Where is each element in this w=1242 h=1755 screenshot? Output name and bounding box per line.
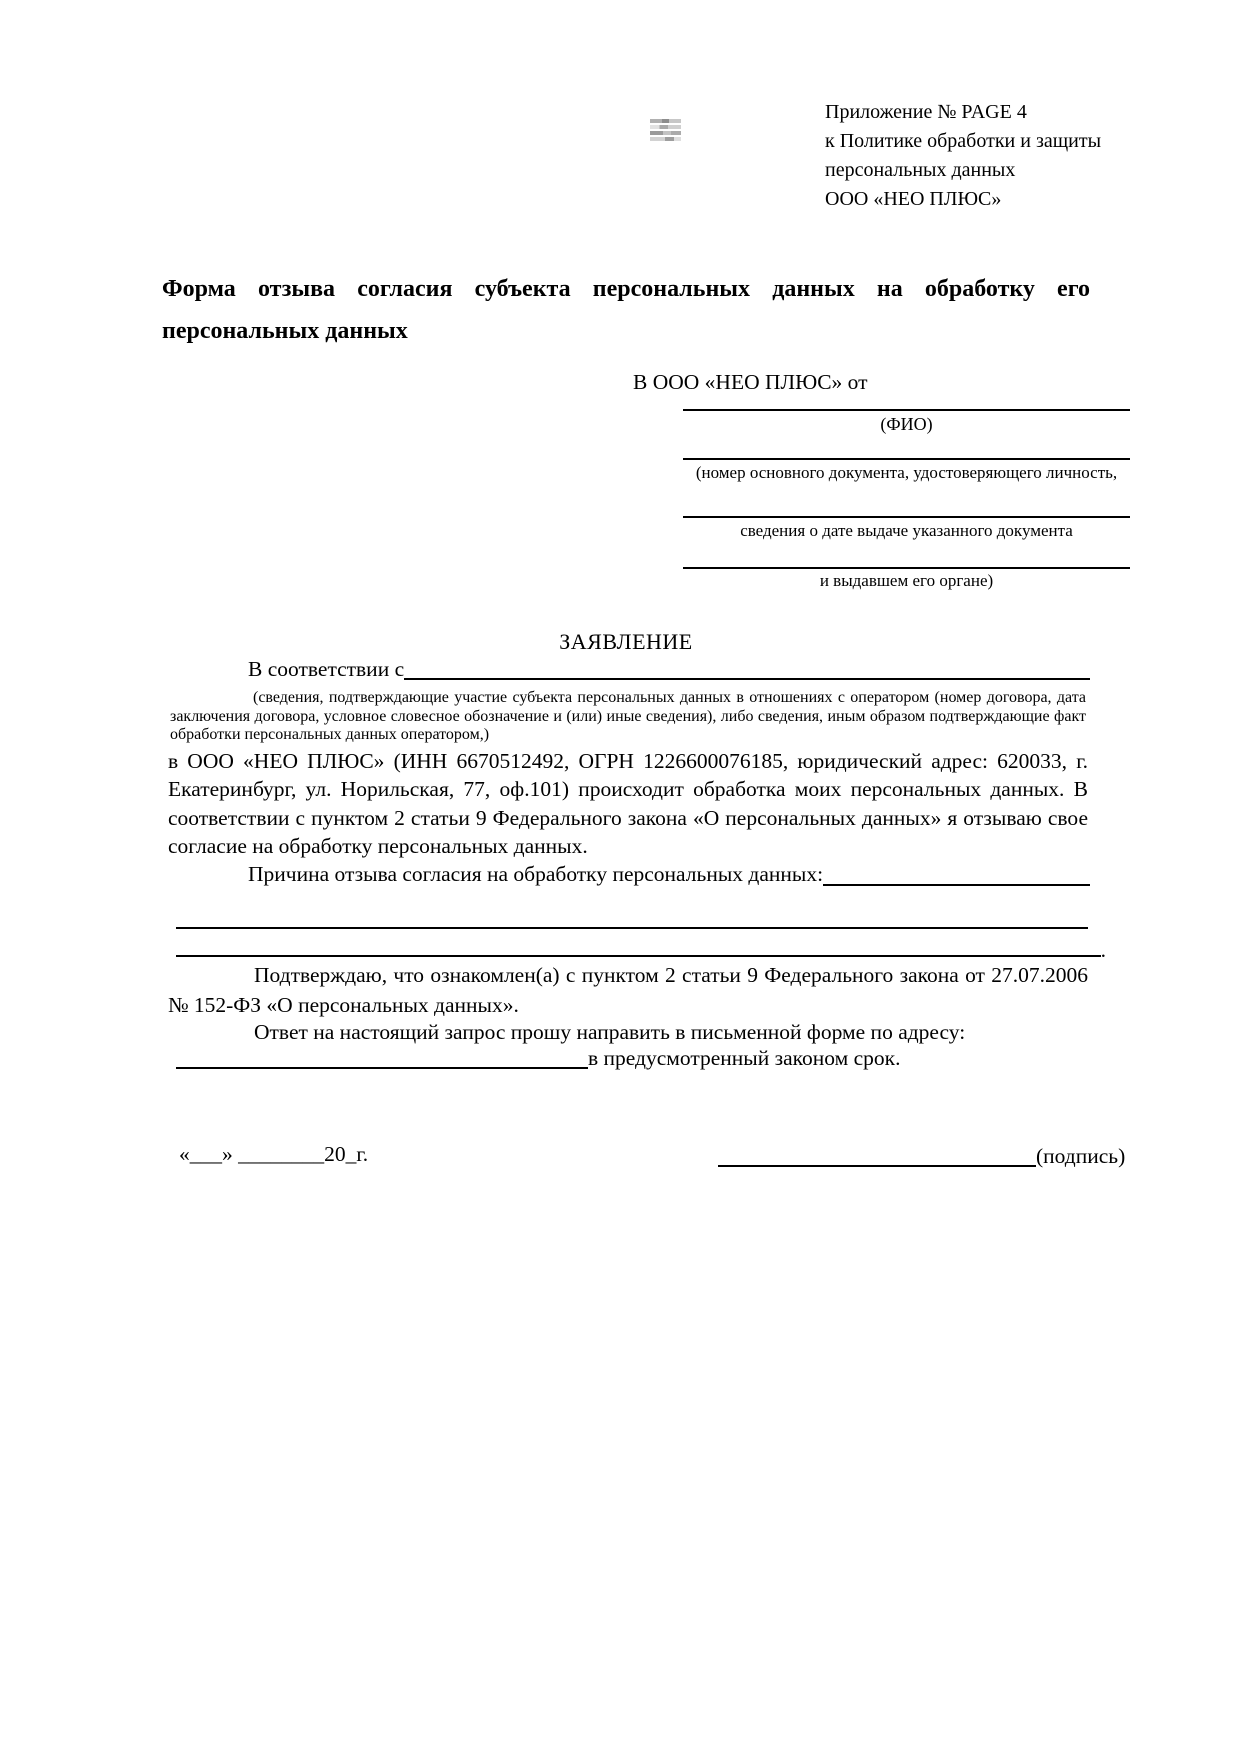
reply-address-row bbox=[176, 1044, 1088, 1072]
paragraph-indent bbox=[162, 860, 248, 888]
reason-fill-line[interactable] bbox=[823, 860, 1090, 886]
statement-body: в ООО «НЕО ПЛЮС» (ИНН 6670512492, ОГРН 1226600076185, юридический адрес: 620033, г. Екатеринбург, ул. Норильская, 77, оф.101) происходит обработка моих персональных данных. В соответствии с пунктом 2 статьи 9 Федерального закона «О персональных данных» я отзываю свое согласие на обработку персональных данных. bbox=[168, 749, 1088, 859]
fio-caption: (ФИО) bbox=[880, 414, 933, 434]
accordance-row bbox=[162, 656, 1090, 682]
confirmation-paragraph: Подтверждаю, что ознакомлен(а) с пунктом 2 статьи 9 Федерального закона от 27.07.2006 № 152-ФЗ «О персональных данных». bbox=[168, 963, 1088, 1017]
policy-line-1: к Политике обработки и защиты bbox=[825, 130, 1102, 152]
date-fill-blank[interactable]: «___» ________20_г. bbox=[179, 1142, 369, 1166]
fio-fill-line[interactable] bbox=[683, 387, 1130, 411]
document-title: Форма отзыва согласия субъекта персональных данных на обработку его персональных данных bbox=[162, 276, 1090, 344]
issue-date-caption: сведения о дате выдаче указанного документа bbox=[740, 521, 1073, 540]
appendix-number-line: Приложение № PAGE 4 bbox=[825, 101, 1027, 123]
accordance-label: В соответствии с bbox=[248, 657, 405, 681]
issue-date-fill-line[interactable] bbox=[683, 494, 1130, 518]
paragraph-indent bbox=[162, 656, 248, 682]
embedded-object-icon bbox=[650, 119, 681, 142]
statement-heading: ЗАЯВЛЕНИЕ bbox=[559, 629, 693, 654]
signature-fill-line[interactable] bbox=[718, 1142, 1036, 1167]
issuer-fill-line[interactable] bbox=[683, 545, 1130, 569]
signature-caption: (подпись) bbox=[1036, 1144, 1126, 1168]
reason-fill-row-3 bbox=[176, 935, 1106, 962]
accordance-fill-line[interactable] bbox=[404, 656, 1090, 680]
reason-fill-line-2[interactable] bbox=[176, 905, 1088, 929]
issuer-caption: и выдавшем его органе) bbox=[819, 571, 994, 590]
document-number-fill-line[interactable] bbox=[683, 436, 1130, 460]
address-fill-line[interactable] bbox=[176, 1044, 588, 1069]
reply-suffix: в предусмотренный законом срок. bbox=[588, 1046, 901, 1070]
appendix-header bbox=[825, 98, 1155, 214]
addressee-to-line: В ООО «НЕО ПЛЮС» от bbox=[633, 370, 868, 394]
signature-row bbox=[718, 1142, 1138, 1170]
reply-request-line: Ответ на настоящий запрос прошу направить в письменной форме по адресу: bbox=[254, 1020, 966, 1044]
policy-line-2: персональных данных bbox=[825, 159, 1016, 181]
reason-label: Причина отзыва согласия на обработку персональных данных: bbox=[248, 862, 824, 886]
blank-line-period: . bbox=[1100, 938, 1106, 962]
reason-fill-line-3[interactable] bbox=[176, 935, 1101, 957]
reason-row bbox=[162, 860, 1090, 888]
company-name: ООО «НЕО ПЛЮС» bbox=[825, 188, 1002, 210]
fine-print-note: (сведения, подтверждающие участие субъекта персональных данных в отношениях с оператором (номер договора, дата заключения договора, условное словесное обозначение и (или) иные сведения), либо сведения, иным образом подтверждающие факт обработки персональных данных оператором,) bbox=[170, 689, 1086, 744]
document-number-caption: (номер основного документа, удостоверяющего личность, bbox=[695, 463, 1118, 482]
